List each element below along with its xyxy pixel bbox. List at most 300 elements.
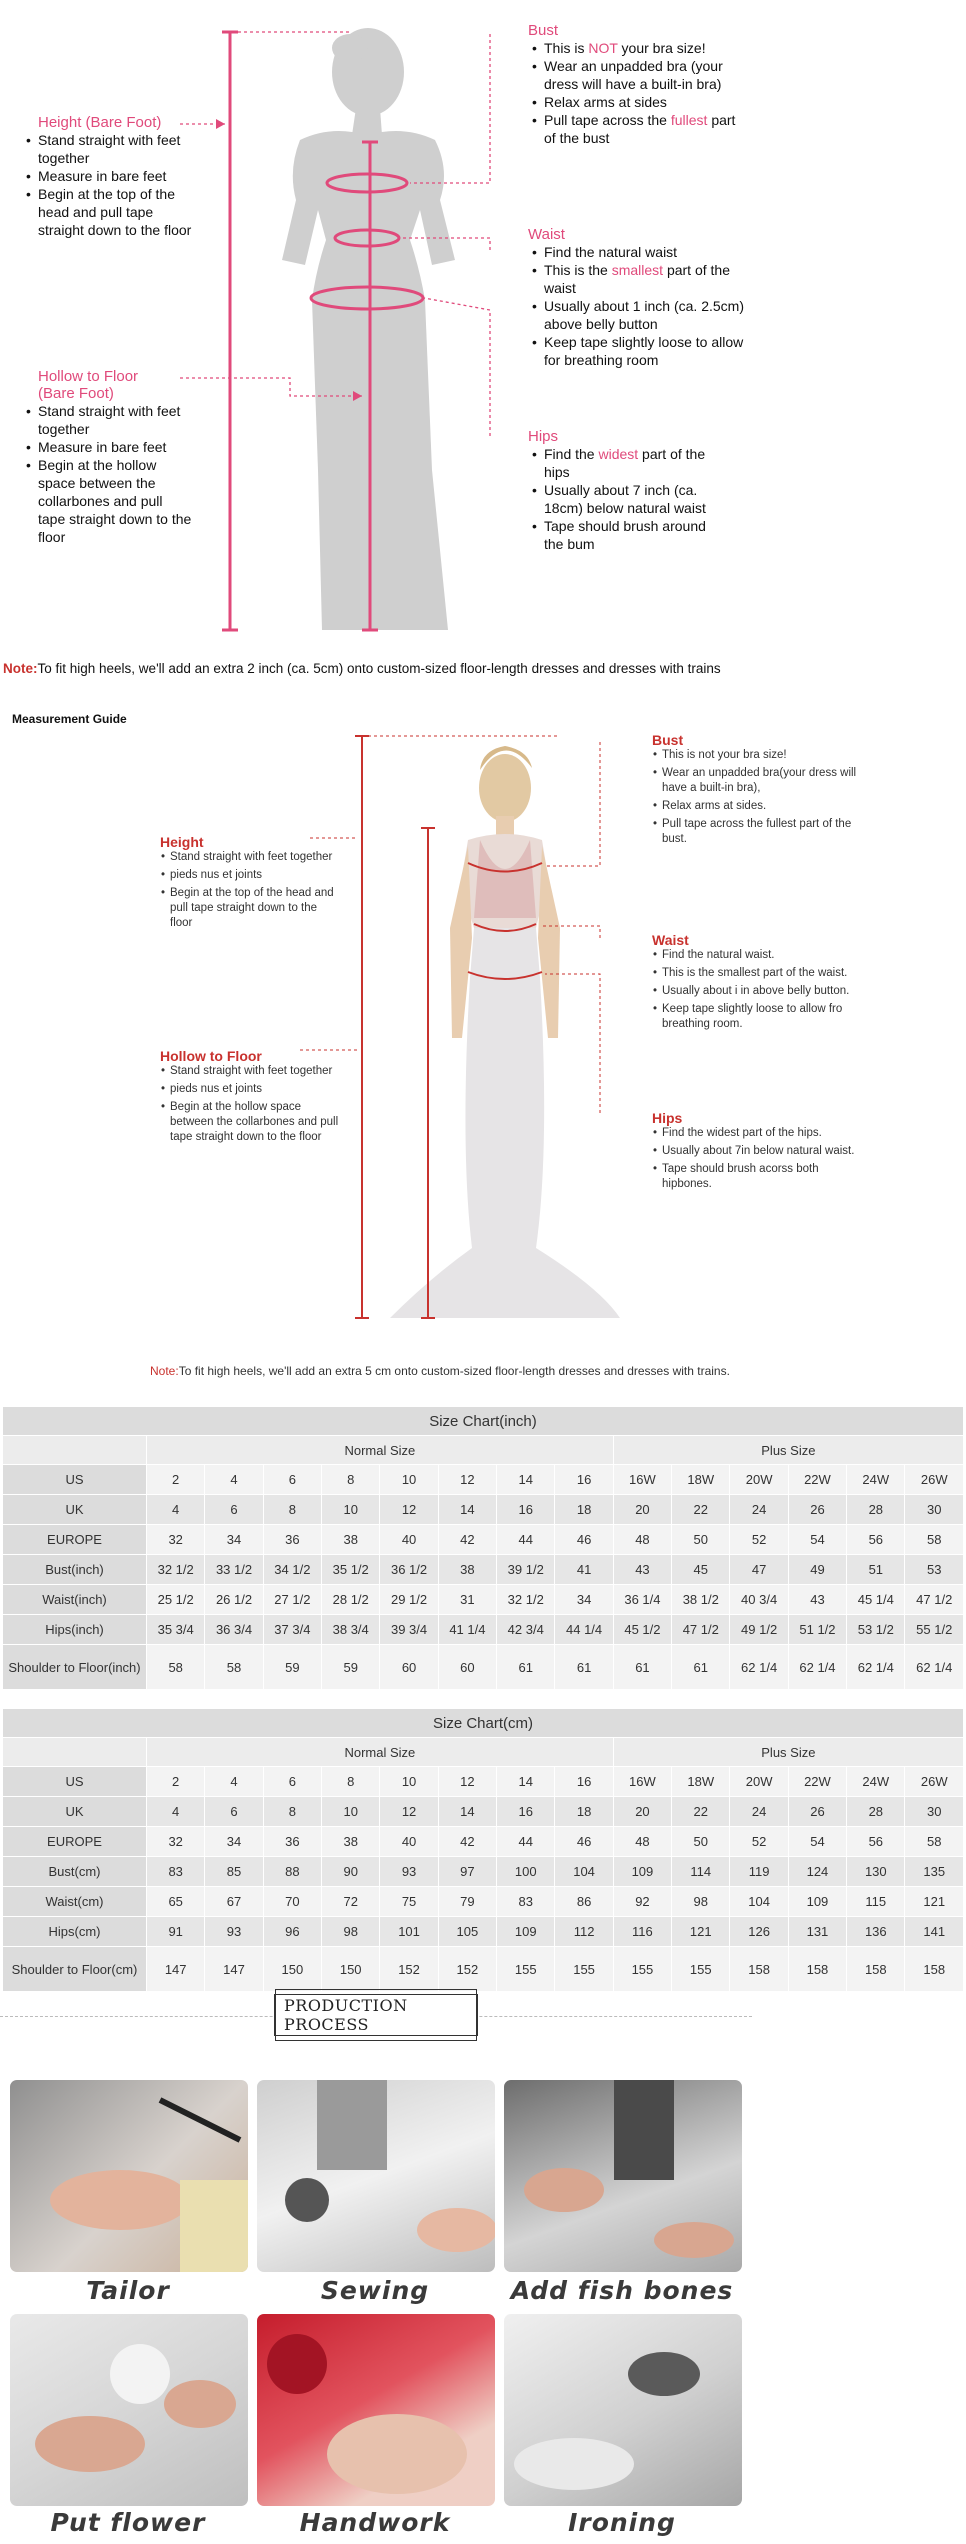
guide-list-item bbox=[544, 517, 728, 553]
table-cell: 152 bbox=[438, 1947, 496, 1992]
table-cell: 6 bbox=[263, 1767, 321, 1797]
row-label: EUROPE bbox=[3, 1525, 147, 1555]
table-cell: 54 bbox=[788, 1525, 846, 1555]
table-cell: 32 1/2 bbox=[147, 1555, 205, 1585]
guide-list-item: • Keep tape slightly loose to allow fro breathing room. bbox=[662, 1002, 862, 1032]
row-label: Waist(inch) bbox=[3, 1585, 147, 1615]
table-row bbox=[3, 1465, 964, 1495]
table-cell: 32 bbox=[147, 1525, 205, 1555]
guide-list-item: • Find the widest part of the hips. bbox=[662, 1126, 862, 1141]
item-text: part of the waist bbox=[544, 262, 730, 296]
table-cell: 16 bbox=[497, 1495, 555, 1525]
table-cell: 25 1/2 bbox=[147, 1585, 205, 1615]
table-row bbox=[3, 1827, 964, 1857]
table-cell: 155 bbox=[555, 1947, 613, 1992]
table-cell: 14 bbox=[438, 1495, 496, 1525]
guide2-hips bbox=[652, 1110, 862, 1195]
table-cell: 41 1/4 bbox=[438, 1615, 496, 1645]
note-label: Note: bbox=[3, 661, 38, 676]
table-cell: 26 bbox=[788, 1495, 846, 1525]
table-cell: 14 bbox=[497, 1767, 555, 1797]
guide1-height bbox=[22, 114, 192, 239]
table-cell: 58 bbox=[147, 1645, 205, 1690]
chart-inch-title: Size Chart(inch) bbox=[3, 1407, 964, 1436]
table-cell: 4 bbox=[205, 1767, 263, 1797]
row-label: Shoulder to Floor(inch) bbox=[3, 1645, 147, 1690]
item-text: Find the natural waist bbox=[544, 244, 678, 260]
guide2-note bbox=[150, 1364, 730, 1378]
table-cell: 14 bbox=[497, 1465, 555, 1495]
guide-list-item: • pieds nus et joints bbox=[170, 1082, 340, 1097]
table-cell: 28 bbox=[847, 1797, 905, 1827]
hips-title: Hips bbox=[528, 428, 559, 445]
g2-note-label: Note: bbox=[150, 1364, 179, 1378]
table-cell: 10 bbox=[322, 1797, 380, 1827]
row-label: Hips(inch) bbox=[3, 1615, 147, 1645]
table-cell: 155 bbox=[497, 1947, 555, 1992]
table-cell: 22W bbox=[788, 1465, 846, 1495]
g2-waist-title: Waist bbox=[652, 932, 689, 948]
table-cell: 75 bbox=[380, 1887, 438, 1917]
caption-put-flower: Put flower bbox=[50, 2508, 206, 2537]
table-cell: 47 bbox=[730, 1555, 788, 1585]
table-cell: 6 bbox=[205, 1797, 263, 1827]
g2-hips-title: Hips bbox=[652, 1110, 683, 1126]
table-row bbox=[3, 1797, 964, 1827]
table-cell: 112 bbox=[555, 1917, 613, 1947]
table-cell: 54 bbox=[788, 1827, 846, 1857]
table-cell: 48 bbox=[613, 1525, 671, 1555]
table-cell: 34 bbox=[205, 1525, 263, 1555]
table-cell: 105 bbox=[438, 1917, 496, 1947]
table-cell: 44 bbox=[497, 1525, 555, 1555]
table-cell: 36 bbox=[263, 1827, 321, 1857]
table-row bbox=[3, 1857, 964, 1887]
table-cell: 34 bbox=[555, 1585, 613, 1615]
table-cell: 28 1/2 bbox=[322, 1585, 380, 1615]
guide-list-item: • Pull tape across the fullest part of the bust. bbox=[662, 817, 862, 847]
table-row bbox=[3, 1615, 964, 1645]
table-cell: 141 bbox=[905, 1917, 964, 1947]
table-cell: 37 3/4 bbox=[263, 1615, 321, 1645]
table-cell: 33 1/2 bbox=[205, 1555, 263, 1585]
table-cell: 61 bbox=[672, 1645, 730, 1690]
table-cell: 86 bbox=[555, 1887, 613, 1917]
table-cell: 83 bbox=[147, 1857, 205, 1887]
waist-title: Waist bbox=[528, 226, 565, 243]
table-cell: 116 bbox=[613, 1917, 671, 1947]
item-text: Tape should brush around the bum bbox=[544, 518, 706, 552]
table-cell: 48 bbox=[613, 1827, 671, 1857]
item-text: your bra size! bbox=[617, 40, 706, 56]
table-cell: 20 bbox=[613, 1495, 671, 1525]
table-cell: 47 1/2 bbox=[672, 1615, 730, 1645]
chart-inch-plus-header: Plus Size bbox=[613, 1436, 963, 1465]
table-cell: 31 bbox=[438, 1585, 496, 1615]
table-cell: 59 bbox=[263, 1645, 321, 1690]
table-cell: 109 bbox=[613, 1857, 671, 1887]
guide-list-item: • Measure in bare feet bbox=[38, 438, 192, 456]
table-cell: 32 bbox=[147, 1827, 205, 1857]
table-cell: 59 bbox=[322, 1645, 380, 1690]
g2-waist-list bbox=[652, 948, 862, 1032]
g2-hips-list bbox=[652, 1126, 862, 1192]
row-label: Shoulder to Floor(cm) bbox=[3, 1947, 147, 1992]
note-text: To fit high heels, we'll add an extra 2 inch (ca. 5cm) onto custom-sized floor-length dresses and dresses with trains bbox=[37, 661, 721, 676]
caption-ironing: Ironing bbox=[568, 2508, 676, 2537]
table-cell: 6 bbox=[263, 1465, 321, 1495]
table-cell: 18W bbox=[672, 1767, 730, 1797]
table-cell: 12 bbox=[380, 1797, 438, 1827]
table-cell: 152 bbox=[380, 1947, 438, 1992]
table-cell: 22 bbox=[672, 1797, 730, 1827]
table-cell: 58 bbox=[205, 1645, 263, 1690]
guide-list-item: • Begin at the hollow space between the collarbones and pull tape straight down to the floor bbox=[170, 1100, 340, 1145]
table-cell: 62 1/4 bbox=[730, 1645, 788, 1690]
table-cell: 155 bbox=[672, 1947, 730, 1992]
table-cell: 8 bbox=[263, 1495, 321, 1525]
table-cell: 53 1/2 bbox=[847, 1615, 905, 1645]
table-cell: 50 bbox=[672, 1525, 730, 1555]
g2-note-text: To fit high heels, we'll add an extra 5 cm onto custom-sized floor-length dresses and dresses with trains. bbox=[178, 1364, 730, 1378]
table-cell: 130 bbox=[847, 1857, 905, 1887]
guide-list-item bbox=[544, 93, 750, 111]
table-cell: 6 bbox=[205, 1495, 263, 1525]
table-cell: 158 bbox=[788, 1947, 846, 1992]
guide-list-item bbox=[544, 261, 750, 297]
table-cell: 62 1/4 bbox=[788, 1645, 846, 1690]
table-cell: 42 bbox=[438, 1525, 496, 1555]
table-cell: 18 bbox=[555, 1797, 613, 1827]
table-cell: 92 bbox=[613, 1887, 671, 1917]
table-cell: 2 bbox=[147, 1465, 205, 1495]
guide2-waist bbox=[652, 932, 862, 1035]
table-cell: 44 bbox=[497, 1827, 555, 1857]
guide-list-item: • This is the smallest part of the waist. bbox=[662, 966, 862, 981]
guide1-hollow bbox=[22, 368, 192, 546]
waist-list bbox=[528, 243, 750, 369]
table-cell: 155 bbox=[613, 1947, 671, 1992]
table-cell: 36 1/4 bbox=[613, 1585, 671, 1615]
table-cell: 40 bbox=[380, 1525, 438, 1555]
table-cell: 38 bbox=[322, 1827, 380, 1857]
model-gown bbox=[390, 746, 620, 1318]
table-cell: 126 bbox=[730, 1917, 788, 1947]
table-cell: 12 bbox=[380, 1495, 438, 1525]
g2-bust-list bbox=[652, 748, 862, 847]
table-cell: 43 bbox=[788, 1585, 846, 1615]
table-cell: 10 bbox=[322, 1495, 380, 1525]
table-cell: 8 bbox=[263, 1797, 321, 1827]
guide-list-item: • Begin at the hollow space between the collarbones and pull tape straight down to the floor bbox=[38, 456, 192, 546]
table-cell: 26W bbox=[905, 1465, 964, 1495]
table-cell: 158 bbox=[847, 1947, 905, 1992]
table-row bbox=[3, 1555, 964, 1585]
item-text: Wear an unpadded bra (your dress will have a built-in bra) bbox=[544, 58, 723, 92]
hollow-list bbox=[22, 402, 192, 546]
table-cell: 42 bbox=[438, 1827, 496, 1857]
guide-list-item: • Begin at the top of the head and pull tape straight down to the floor bbox=[38, 185, 192, 239]
guide-list-item bbox=[544, 333, 750, 369]
table-cell: 12 bbox=[438, 1767, 496, 1797]
table-cell: 119 bbox=[730, 1857, 788, 1887]
table-row bbox=[3, 1887, 964, 1917]
row-label: EUROPE bbox=[3, 1827, 147, 1857]
table-cell: 28 bbox=[847, 1495, 905, 1525]
table-cell: 45 1/2 bbox=[613, 1615, 671, 1645]
table-row bbox=[3, 1917, 964, 1947]
table-cell: 38 3/4 bbox=[322, 1615, 380, 1645]
item-highlight: widest bbox=[598, 446, 639, 462]
photo-handwork bbox=[257, 2314, 495, 2506]
row-label: Waist(cm) bbox=[3, 1887, 147, 1917]
table-cell: 55 1/2 bbox=[905, 1615, 964, 1645]
table-cell: 16 bbox=[497, 1797, 555, 1827]
guide-list-item: • Stand straight with feet together bbox=[170, 1064, 340, 1079]
table-cell: 104 bbox=[730, 1887, 788, 1917]
table-cell: 158 bbox=[730, 1947, 788, 1992]
table-cell: 93 bbox=[205, 1917, 263, 1947]
table-cell: 65 bbox=[147, 1887, 205, 1917]
table-cell: 114 bbox=[672, 1857, 730, 1887]
table-cell: 27 1/2 bbox=[263, 1585, 321, 1615]
guide-list-item: • Stand straight with feet together bbox=[170, 850, 340, 865]
table-cell: 136 bbox=[847, 1917, 905, 1947]
table-cell: 26W bbox=[905, 1767, 964, 1797]
table-cell: 39 1/2 bbox=[497, 1555, 555, 1585]
guide-list-item: • Usually about 7in below natural waist. bbox=[662, 1144, 862, 1159]
row-label: US bbox=[3, 1465, 147, 1495]
table-cell: 46 bbox=[555, 1827, 613, 1857]
table-cell: 4 bbox=[147, 1495, 205, 1525]
guide-list-item: • Measure in bare feet bbox=[38, 167, 192, 185]
guide-list-item bbox=[544, 297, 750, 333]
table-cell: 60 bbox=[438, 1645, 496, 1690]
photo-add-fish-bones bbox=[504, 2080, 742, 2272]
height-title: Height (Bare Foot) bbox=[38, 114, 162, 131]
item-text: This is bbox=[544, 40, 589, 56]
table-cell: 8 bbox=[322, 1767, 380, 1797]
table-cell: 93 bbox=[380, 1857, 438, 1887]
table-cell: 10 bbox=[380, 1465, 438, 1495]
table-cell: 10 bbox=[380, 1767, 438, 1797]
table-cell: 45 bbox=[672, 1555, 730, 1585]
table-row bbox=[3, 1767, 964, 1797]
height-list bbox=[22, 131, 192, 239]
table-cell: 20 bbox=[613, 1797, 671, 1827]
photo-tailor bbox=[10, 2080, 248, 2272]
table-cell: 147 bbox=[147, 1947, 205, 1992]
table-cell: 61 bbox=[613, 1645, 671, 1690]
table-cell: 56 bbox=[847, 1525, 905, 1555]
guide2-height bbox=[160, 834, 340, 934]
table-cell: 2 bbox=[147, 1767, 205, 1797]
table-cell: 60 bbox=[380, 1645, 438, 1690]
table-cell: 12 bbox=[438, 1465, 496, 1495]
caption-handwork: Handwork bbox=[299, 2508, 451, 2537]
g2-hollow-list bbox=[160, 1064, 340, 1145]
table-cell: 26 1/2 bbox=[205, 1585, 263, 1615]
g2-height-title: Height bbox=[160, 834, 204, 850]
guide-list-item: • Stand straight with feet together bbox=[38, 402, 192, 438]
table-cell: 135 bbox=[905, 1857, 964, 1887]
table-cell: 56 bbox=[847, 1827, 905, 1857]
table-cell: 62 1/4 bbox=[847, 1645, 905, 1690]
guide-list-item: • Relax arms at sides. bbox=[662, 799, 862, 814]
table-cell: 61 bbox=[497, 1645, 555, 1690]
guide2-title: Measurement Guide bbox=[12, 712, 127, 726]
table-cell: 72 bbox=[322, 1887, 380, 1917]
table-cell: 36 bbox=[263, 1525, 321, 1555]
g2-height-list bbox=[160, 850, 340, 931]
item-highlight: NOT bbox=[588, 40, 618, 56]
guide-list-item: • Stand straight with feet together bbox=[38, 131, 192, 167]
guide-list-item bbox=[544, 39, 750, 57]
guide-list-item: • Usually about i in above belly button. bbox=[662, 984, 862, 999]
table-cell: 35 3/4 bbox=[147, 1615, 205, 1645]
photo-ironing bbox=[504, 2314, 742, 2506]
table-cell: 24W bbox=[847, 1465, 905, 1495]
table-cell: 46 bbox=[555, 1525, 613, 1555]
row-label: Hips(cm) bbox=[3, 1917, 147, 1947]
table-cell: 8 bbox=[322, 1465, 380, 1495]
table-cell: 53 bbox=[905, 1555, 964, 1585]
table-cell: 62 1/4 bbox=[905, 1645, 964, 1690]
row-label: Bust(inch) bbox=[3, 1555, 147, 1585]
item-text: Keep tape slightly loose to allow for breathing room bbox=[544, 334, 744, 368]
row-label: Bust(cm) bbox=[3, 1857, 147, 1887]
table-cell: 40 3/4 bbox=[730, 1585, 788, 1615]
table-cell: 22 bbox=[672, 1495, 730, 1525]
guide-list-item: • Tape should brush acorss both hipbones. bbox=[662, 1162, 862, 1192]
table-row bbox=[3, 1585, 964, 1615]
table-cell: 58 bbox=[905, 1827, 964, 1857]
table-cell: 70 bbox=[263, 1887, 321, 1917]
hollow-title: Hollow to Floor (Bare Foot) bbox=[38, 368, 139, 402]
photo-put-flower bbox=[10, 2314, 248, 2506]
table-cell: 109 bbox=[497, 1917, 555, 1947]
table-cell: 50 bbox=[672, 1827, 730, 1857]
chart-cm-normal-header: Normal Size bbox=[147, 1738, 614, 1767]
table-cell: 100 bbox=[497, 1857, 555, 1887]
table-cell: 150 bbox=[263, 1947, 321, 1992]
g2-hollow-title: Hollow to Floor bbox=[160, 1048, 262, 1064]
size-chart-cm bbox=[2, 1708, 964, 1992]
table-cell: 22W bbox=[788, 1767, 846, 1797]
row-label: UK bbox=[3, 1797, 147, 1827]
guide-list-item: • This is not your bra size! bbox=[662, 748, 862, 763]
chart-cm-title: Size Chart(cm) bbox=[3, 1709, 964, 1738]
table-cell: 34 1/2 bbox=[263, 1555, 321, 1585]
table-cell: 79 bbox=[438, 1887, 496, 1917]
guide-list-item bbox=[544, 445, 728, 481]
table-row bbox=[3, 1645, 964, 1690]
item-text: part of the bust bbox=[544, 112, 736, 146]
table-cell: 42 3/4 bbox=[497, 1615, 555, 1645]
table-cell: 52 bbox=[730, 1525, 788, 1555]
table-cell: 35 1/2 bbox=[322, 1555, 380, 1585]
bust-title: Bust bbox=[528, 22, 559, 39]
table-cell: 44 1/4 bbox=[555, 1615, 613, 1645]
table-cell: 115 bbox=[847, 1887, 905, 1917]
table-cell: 150 bbox=[322, 1947, 380, 1992]
table-cell: 24 bbox=[730, 1495, 788, 1525]
table-cell: 18W bbox=[672, 1465, 730, 1495]
table-cell: 90 bbox=[322, 1857, 380, 1887]
guide-list-item: • Find the natural waist. bbox=[662, 948, 862, 963]
table-cell: 49 1/2 bbox=[730, 1615, 788, 1645]
item-text: Usually about 7 inch (ca. 18cm) below natural waist bbox=[544, 482, 706, 516]
table-cell: 158 bbox=[905, 1947, 964, 1992]
table-cell: 26 bbox=[788, 1797, 846, 1827]
guide2-bust bbox=[652, 732, 862, 850]
table-cell: 88 bbox=[263, 1857, 321, 1887]
table-cell: 58 bbox=[905, 1525, 964, 1555]
table-cell: 61 bbox=[555, 1645, 613, 1690]
table-cell: 18 bbox=[555, 1495, 613, 1525]
table-cell: 83 bbox=[497, 1887, 555, 1917]
table-cell: 4 bbox=[147, 1797, 205, 1827]
table-cell: 124 bbox=[788, 1857, 846, 1887]
table-cell: 109 bbox=[788, 1887, 846, 1917]
table-cell: 16 bbox=[555, 1767, 613, 1797]
row-label: UK bbox=[3, 1495, 147, 1525]
table-cell: 32 1/2 bbox=[497, 1585, 555, 1615]
g2-bust-title: Bust bbox=[652, 732, 684, 748]
photo-sewing bbox=[257, 2080, 495, 2272]
table-cell: 24 bbox=[730, 1797, 788, 1827]
item-text: Relax arms at sides bbox=[544, 94, 667, 110]
guide-list-item: • pieds nus et joints bbox=[170, 868, 340, 883]
table-cell: 36 3/4 bbox=[205, 1615, 263, 1645]
item-text: Find the bbox=[544, 446, 599, 462]
item-text: part of the hips bbox=[544, 446, 706, 480]
table-cell: 24W bbox=[847, 1767, 905, 1797]
chart-cm-plus-header: Plus Size bbox=[613, 1738, 963, 1767]
table-cell: 14 bbox=[438, 1797, 496, 1827]
table-cell: 4 bbox=[205, 1465, 263, 1495]
table-cell: 36 1/2 bbox=[380, 1555, 438, 1585]
table-cell: 51 1/2 bbox=[788, 1615, 846, 1645]
table-cell: 43 bbox=[613, 1555, 671, 1585]
bust-list bbox=[528, 39, 750, 147]
table-cell: 38 bbox=[438, 1555, 496, 1585]
table-row bbox=[3, 1947, 964, 1992]
guide1-bust bbox=[528, 22, 750, 147]
table-cell: 16 bbox=[555, 1465, 613, 1495]
table-cell: 67 bbox=[205, 1887, 263, 1917]
caption-tailor: Tailor bbox=[86, 2276, 170, 2305]
table-cell: 16W bbox=[613, 1767, 671, 1797]
table-cell: 147 bbox=[205, 1947, 263, 1992]
caption-sewing: Sewing bbox=[320, 2276, 430, 2305]
guide-list-item bbox=[544, 57, 750, 93]
table-cell: 49 bbox=[788, 1555, 846, 1585]
item-text: This is the bbox=[544, 262, 612, 278]
table-cell: 131 bbox=[788, 1917, 846, 1947]
row-label: US bbox=[3, 1767, 147, 1797]
table-cell: 85 bbox=[205, 1857, 263, 1887]
item-text: Pull tape across the bbox=[544, 112, 671, 128]
table-cell: 20W bbox=[730, 1465, 788, 1495]
table-cell: 34 bbox=[205, 1827, 263, 1857]
table-cell: 16W bbox=[613, 1465, 671, 1495]
table-cell: 39 3/4 bbox=[380, 1615, 438, 1645]
table-cell: 52 bbox=[730, 1827, 788, 1857]
guide-list-item: • Wear an unpadded bra(your dress will have a built-in bra), bbox=[662, 766, 862, 796]
table-cell: 20W bbox=[730, 1767, 788, 1797]
table-cell: 91 bbox=[147, 1917, 205, 1947]
